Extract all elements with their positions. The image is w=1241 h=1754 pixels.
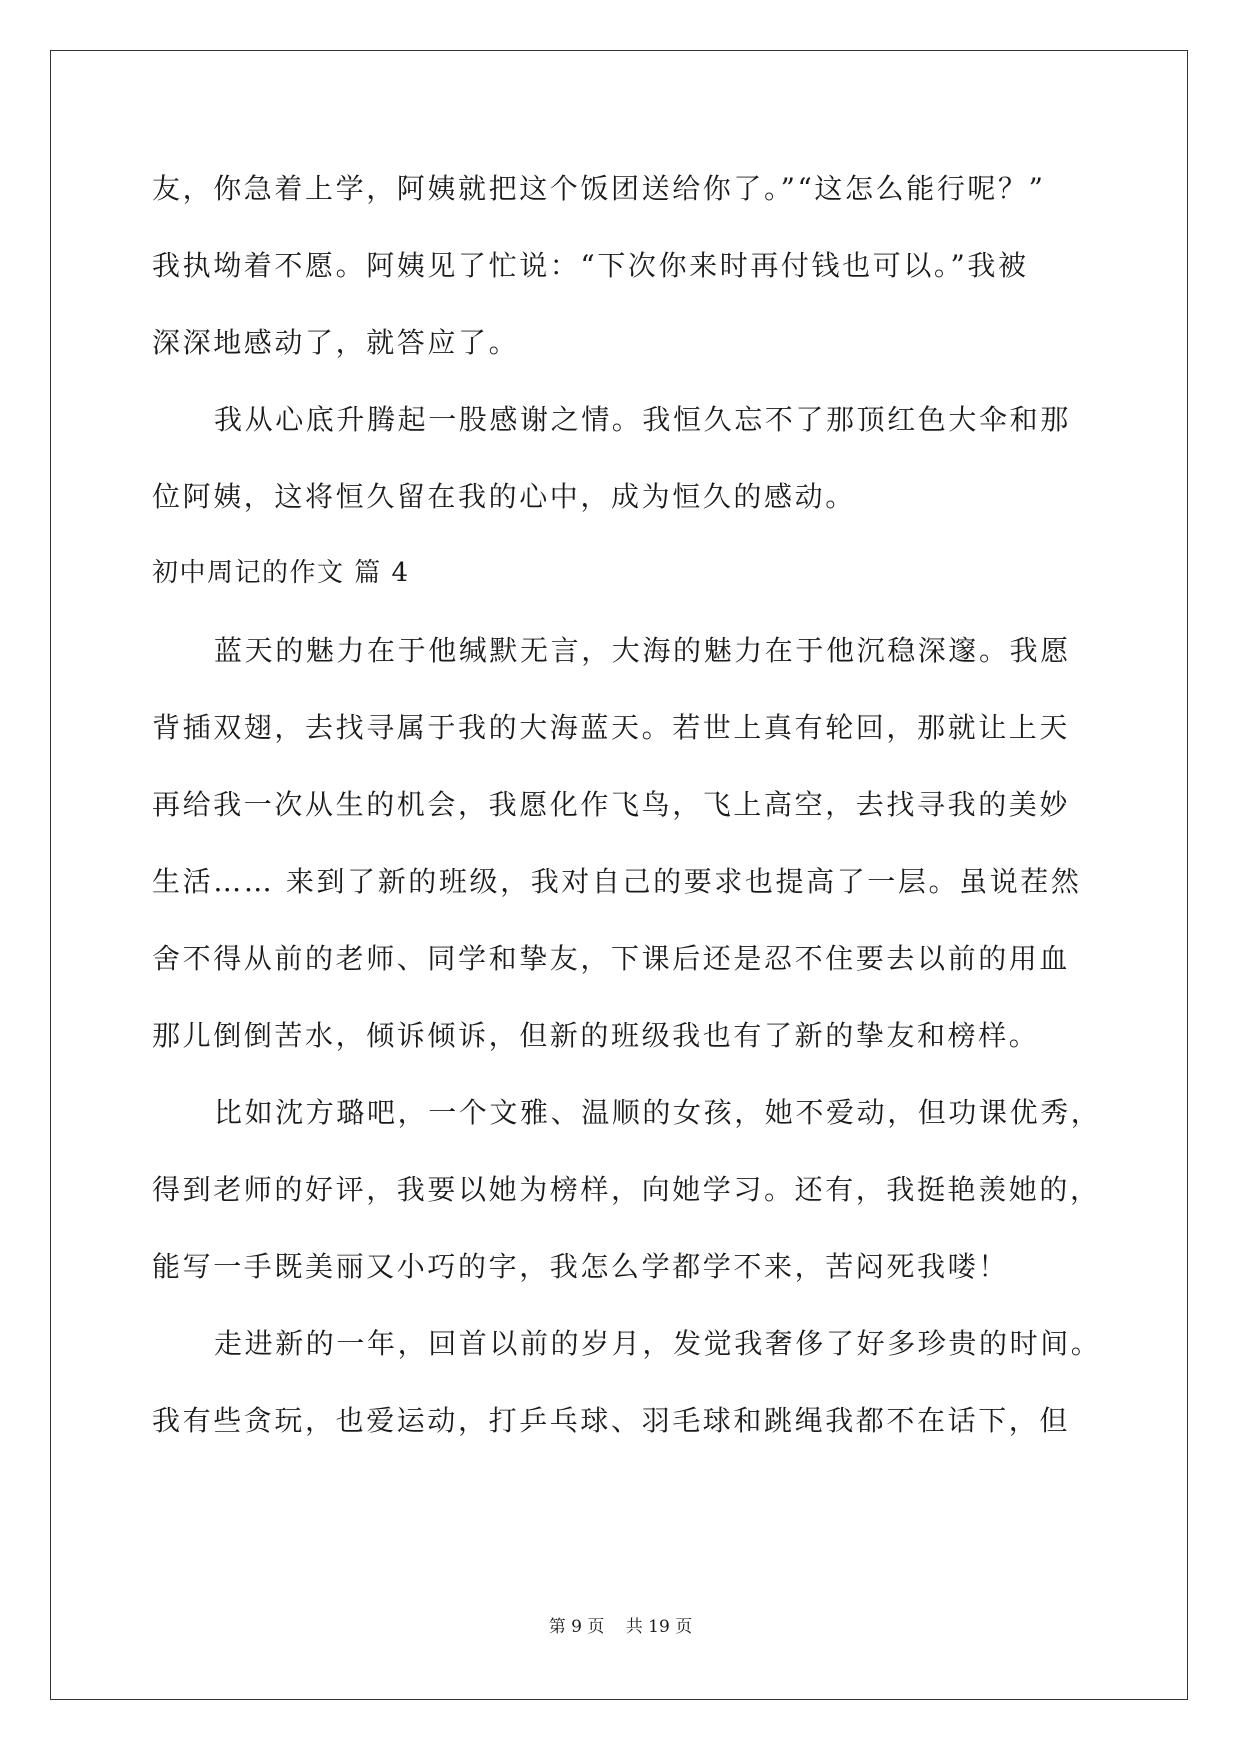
text-line: 我有些贪玩，也爱运动，打乒乓球、羽毛球和跳绳我都不在话下，但 (152, 1404, 1071, 1437)
section-heading: 初中周记的作文 篇 4 (152, 558, 410, 588)
text-line: 位阿姨，这将恒久留在我的心中，成为恒久的感动。 (152, 480, 856, 513)
text-line: 生活…… 来到了新的班级，我对自己的要求也提高了一层。虽说茬然 (152, 865, 1082, 898)
page-total: 共 19 页 (625, 1617, 693, 1637)
text-line: 再给我一次从生的机会，我愿化作飞鸟，飞上高空，去找寻我的美妙 (152, 788, 1071, 821)
text-line: 能写一手既美丽又小巧的字，我怎么学都学不来，苦闷死我喽！ (152, 1250, 1009, 1283)
text-line: 深深地感动了，就答应了。 (152, 326, 520, 359)
text-line: 舍不得从前的老师、同学和挚友，下课后还是忍不住要去以前的用血 (152, 942, 1071, 975)
text-line: 走进新的一年，回首以前的岁月，发觉我奢侈了好多珍贵的时间。 (214, 1327, 1102, 1360)
text-line: 那儿倒倒苦水，倾诉倾诉，但新的班级我也有了新的挚友和榜样。 (152, 1019, 1040, 1052)
text-line: 蓝天的魅力在于他缄默无言，大海的魅力在于他沉稳深邃。我愿 (214, 634, 1071, 667)
text-line: 比如沈方璐吧，一个文雅、温顺的女孩，她不爱动，但功课优秀， (214, 1096, 1102, 1129)
page-footer (0, 1612, 1241, 1637)
document-body (152, 150, 1102, 1459)
text-line: 友，你急着上学，阿姨就把这个饭团送给你了。”“这怎么能行呢？” (152, 172, 1046, 205)
text-line: 背插双翅，去找寻属于我的大海蓝天。若世上真有轮回，那就让上天 (152, 711, 1071, 744)
text-line: 我从心底升腾起一股感谢之情。我恒久忘不了那顶红色大伞和那 (214, 403, 1071, 436)
text-line: 我执坳着不愿。阿姨见了忙说：“下次你来时再付钱也可以。”我被 (152, 249, 1029, 282)
page-number: 第 9 页 (548, 1617, 605, 1637)
text-line: 得到老师的好评，我要以她为榜样，向她学习。还有，我挺艳羡她的， (152, 1173, 1101, 1206)
